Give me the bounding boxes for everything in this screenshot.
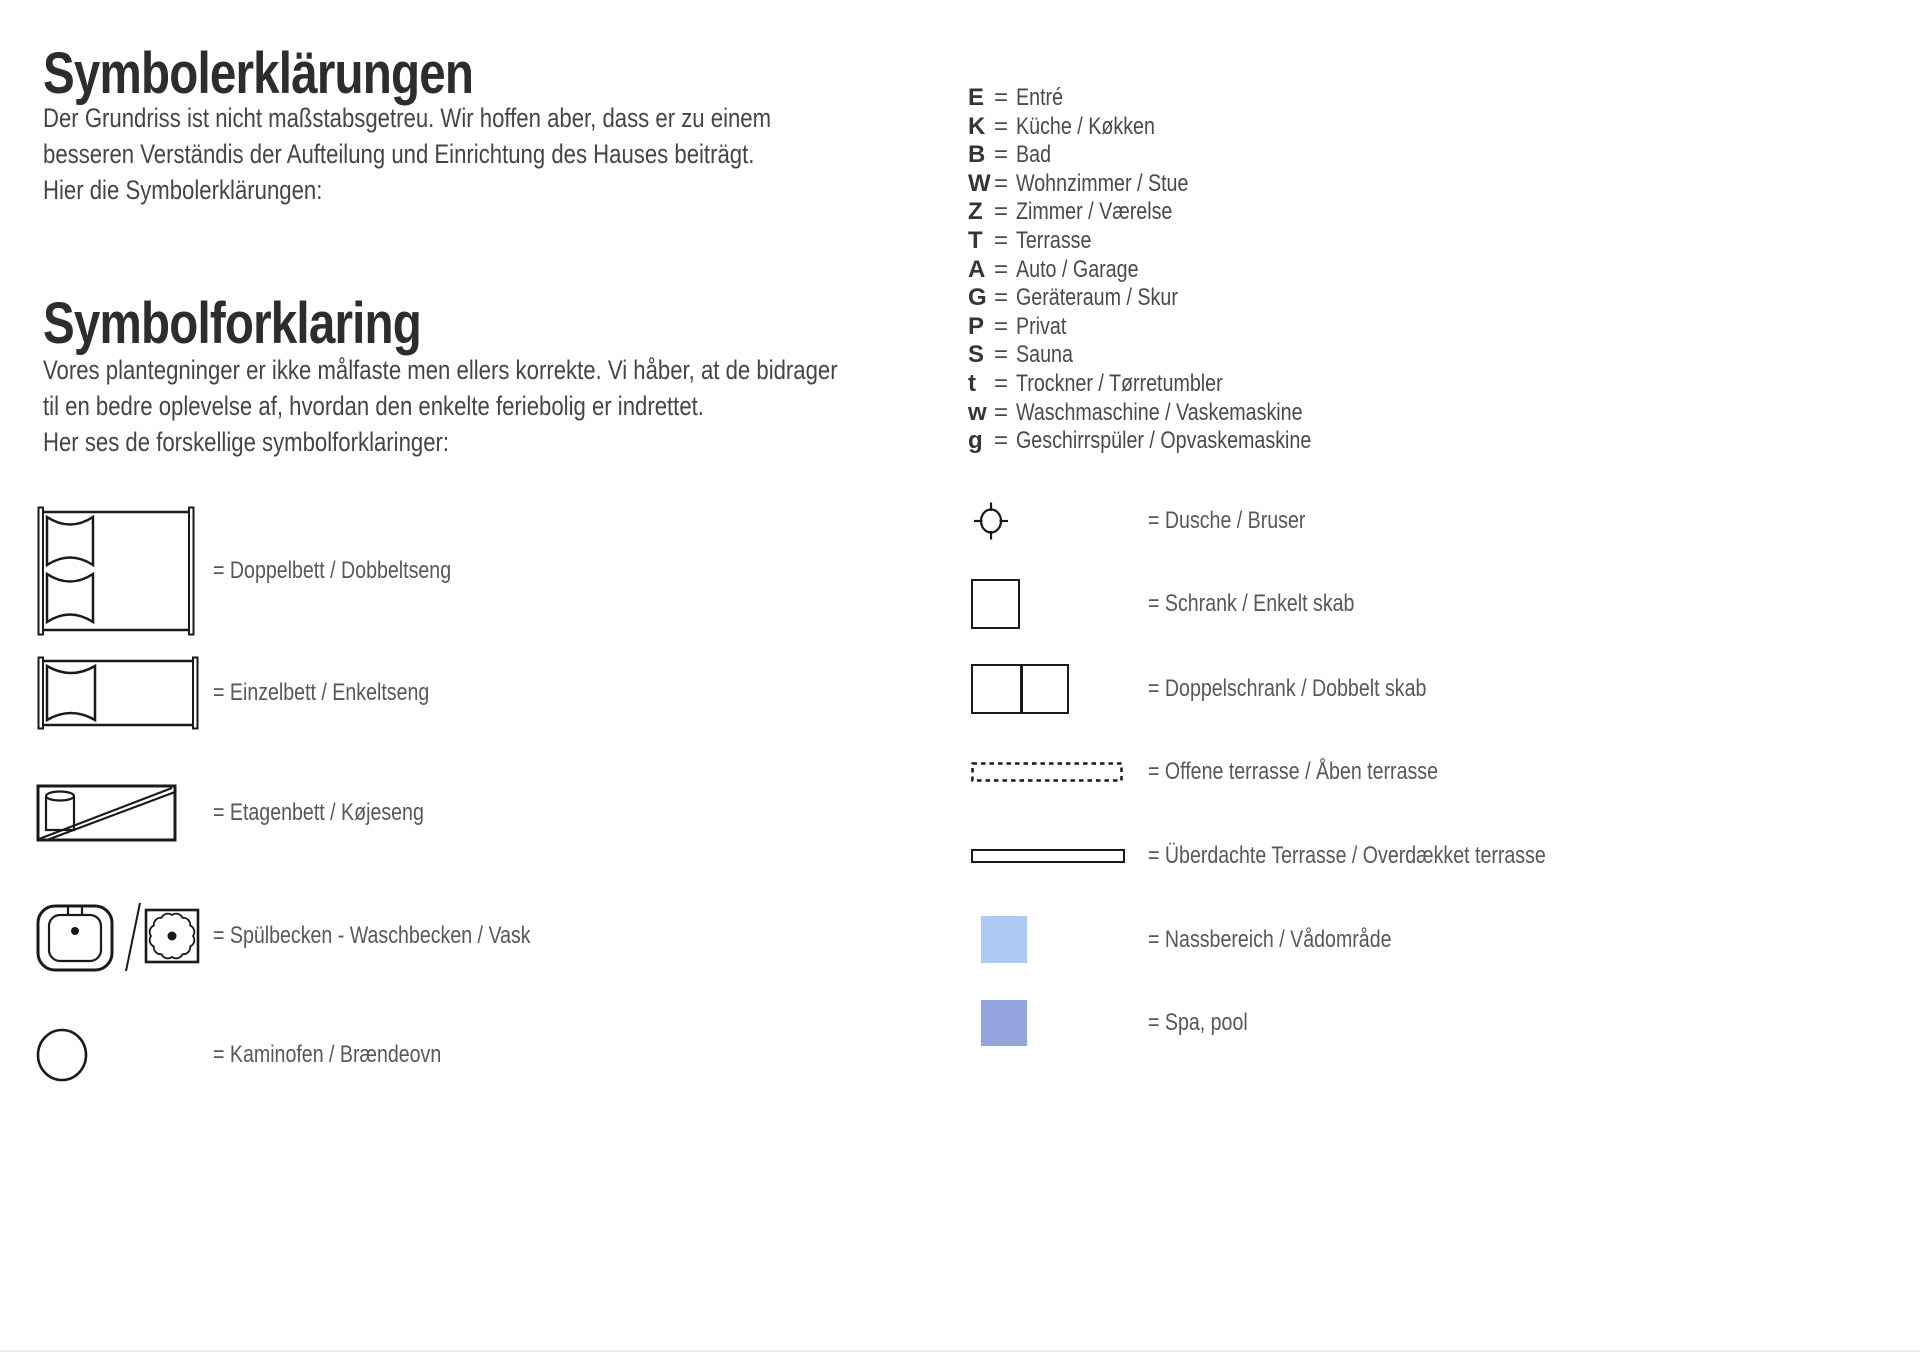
equals-sign: =	[994, 112, 1009, 140]
abbreviation-label: Geräteraum / Skur	[1016, 284, 1178, 312]
abbreviation-letter: K	[968, 112, 986, 140]
bottom-divider	[0, 1350, 1920, 1352]
abbreviation-label: Zimmer / Værelse	[1016, 198, 1173, 226]
spa-pool-swatch	[981, 1000, 1027, 1046]
abbreviation-label: Küche / Køkken	[1016, 112, 1155, 140]
covered-terrace-icon	[971, 849, 1125, 863]
legend-label: = Spülbecken - Waschbecken / Vask	[213, 922, 531, 949]
equals-sign: =	[994, 255, 1009, 283]
legend-label: = Nassbereich / Vådområde	[1148, 925, 1392, 953]
abbreviation-letter: A	[968, 255, 986, 283]
abbreviation-label: Entré	[1016, 84, 1064, 111]
abbreviation-letter: G	[968, 284, 987, 312]
abbreviation-letter: w	[968, 398, 987, 426]
page-title-danish: Symbolforklaring	[43, 290, 422, 356]
legend-label: = Offene terrasse / Åben terrasse	[1148, 758, 1438, 785]
equals-sign: =	[994, 141, 1009, 169]
abbreviation-letter: T	[968, 226, 983, 254]
abbreviation-label: Sauna	[1016, 341, 1073, 369]
abbreviation-row	[968, 170, 1376, 199]
intro-danish-line: til en bedre oplevelse af, hvordan den enkelte feriebolig er indrettet.	[43, 391, 704, 421]
legend-label: = Schrank / Enkelt skab	[1148, 590, 1355, 617]
abbreviation-letter: S	[968, 341, 985, 369]
abbreviation-label: Auto / Garage	[1016, 255, 1139, 283]
abbreviation-label: Waschmaschine / Vaskemaskine	[1016, 398, 1303, 426]
equals-sign: =	[994, 226, 1009, 254]
equals-sign: =	[994, 169, 1009, 197]
abbreviation-letter: Z	[968, 198, 983, 226]
single-cabinet-icon	[971, 579, 1020, 629]
abbreviation-label: Privat	[1016, 312, 1067, 340]
wood-stove-icon	[36, 1028, 88, 1082]
intro-danish-line: Vores plantegninger er ikke målfaste men ellers korrekte. Vi håber, at de bidrager	[43, 355, 838, 385]
legend-item-double-cabinet	[971, 664, 1771, 714]
equals-sign: =	[994, 284, 1009, 312]
abbreviation-row	[968, 427, 1376, 456]
abbreviation-row	[968, 313, 1376, 342]
abbreviation-row	[968, 113, 1376, 142]
abbreviation-letter: W	[968, 169, 991, 197]
abbreviation-row	[968, 256, 1376, 285]
double-bed-icon	[36, 506, 196, 636]
single-bed-icon	[36, 656, 200, 730]
legend-label: = Doppelbett / Dobbeltseng	[213, 557, 452, 584]
washbasin-sink-icon	[36, 898, 202, 974]
legend-label: = Einzelbett / Enkeltseng	[213, 679, 430, 706]
legend-item-single-cabinet	[971, 579, 1771, 629]
shower-icon	[971, 501, 1011, 541]
legend-label: = Kaminofen / Brændeovn	[213, 1041, 442, 1068]
legend-item-wet-area	[971, 916, 1771, 963]
legend-item-washbasin-sink	[36, 898, 936, 974]
legend-item-wood-stove	[36, 1028, 936, 1082]
room-abbreviation-list	[968, 84, 1376, 456]
page-title-german: Symbolerklärungen	[43, 40, 474, 106]
equals-sign: =	[994, 341, 1009, 369]
intro-danish	[43, 352, 838, 460]
intro-german	[43, 100, 771, 208]
abbreviation-label: Terrasse	[1016, 226, 1092, 254]
equals-sign: =	[994, 369, 1009, 397]
legend-label: = Etagenbett / Køjeseng	[213, 799, 424, 826]
abbreviation-row	[968, 370, 1376, 399]
legend-item-covered-terrace	[971, 842, 1771, 869]
abbreviation-label: Bad	[1016, 141, 1052, 169]
intro-danish-line: Her ses de forskellige symbolforklaringer:	[43, 427, 450, 457]
abbreviation-row	[968, 227, 1376, 256]
legend-label: = Doppelschrank / Dobbelt skab	[1148, 675, 1427, 702]
abbreviation-letter: B	[968, 141, 986, 169]
intro-german-line: besseren Verständis der Aufteilung und Einrichtung des Hauses beiträgt.	[43, 139, 755, 169]
intro-german-line: Der Grundriss ist nicht maßstabsgetreu. Wir hoffen aber, dass er zu einem	[43, 103, 772, 133]
abbreviation-row	[968, 141, 1376, 170]
equals-sign: =	[994, 198, 1009, 226]
abbreviation-label: Trockner / Tørretumbler	[1016, 369, 1223, 397]
abbreviation-row	[968, 198, 1376, 227]
equals-sign: =	[994, 84, 1009, 111]
abbreviation-row	[968, 284, 1376, 313]
legend-label: = Dusche / Bruser	[1148, 507, 1306, 534]
bunk-bed-icon	[36, 784, 178, 842]
double-cabinet-icon	[971, 664, 1069, 714]
legend-item-spa-pool	[971, 1000, 1771, 1046]
legend-item-bunk-bed	[36, 784, 936, 842]
legend-label: = Überdachte Terrasse / Overdækket terrasse	[1148, 842, 1546, 869]
abbreviation-letter: g	[968, 427, 983, 455]
abbreviation-row	[968, 399, 1376, 428]
legend-item-open-terrace	[971, 758, 1771, 785]
abbreviation-row	[968, 84, 1376, 113]
abbreviation-row	[968, 341, 1376, 370]
abbreviation-letter: P	[968, 312, 985, 340]
equals-sign: =	[994, 312, 1009, 340]
intro-german-line: Hier die Symbolerklärungen:	[43, 175, 323, 205]
equals-sign: =	[994, 427, 1009, 455]
legend-item-double-bed	[36, 506, 936, 636]
abbreviation-label: Wohnzimmer / Stue	[1016, 169, 1189, 197]
legend-label: = Spa, pool	[1148, 1009, 1248, 1036]
wet-area-swatch	[981, 916, 1027, 963]
abbreviation-letter: E	[968, 84, 985, 111]
abbreviation-letter: t	[968, 369, 976, 397]
legend-item-single-bed	[36, 656, 936, 730]
open-terrace-icon	[971, 762, 1123, 782]
equals-sign: =	[994, 398, 1009, 426]
abbreviation-label: Geschirrspüler / Opvaskemaskine	[1016, 427, 1312, 455]
legend-item-shower	[971, 501, 1771, 541]
cabinet-divider	[1020, 666, 1023, 712]
